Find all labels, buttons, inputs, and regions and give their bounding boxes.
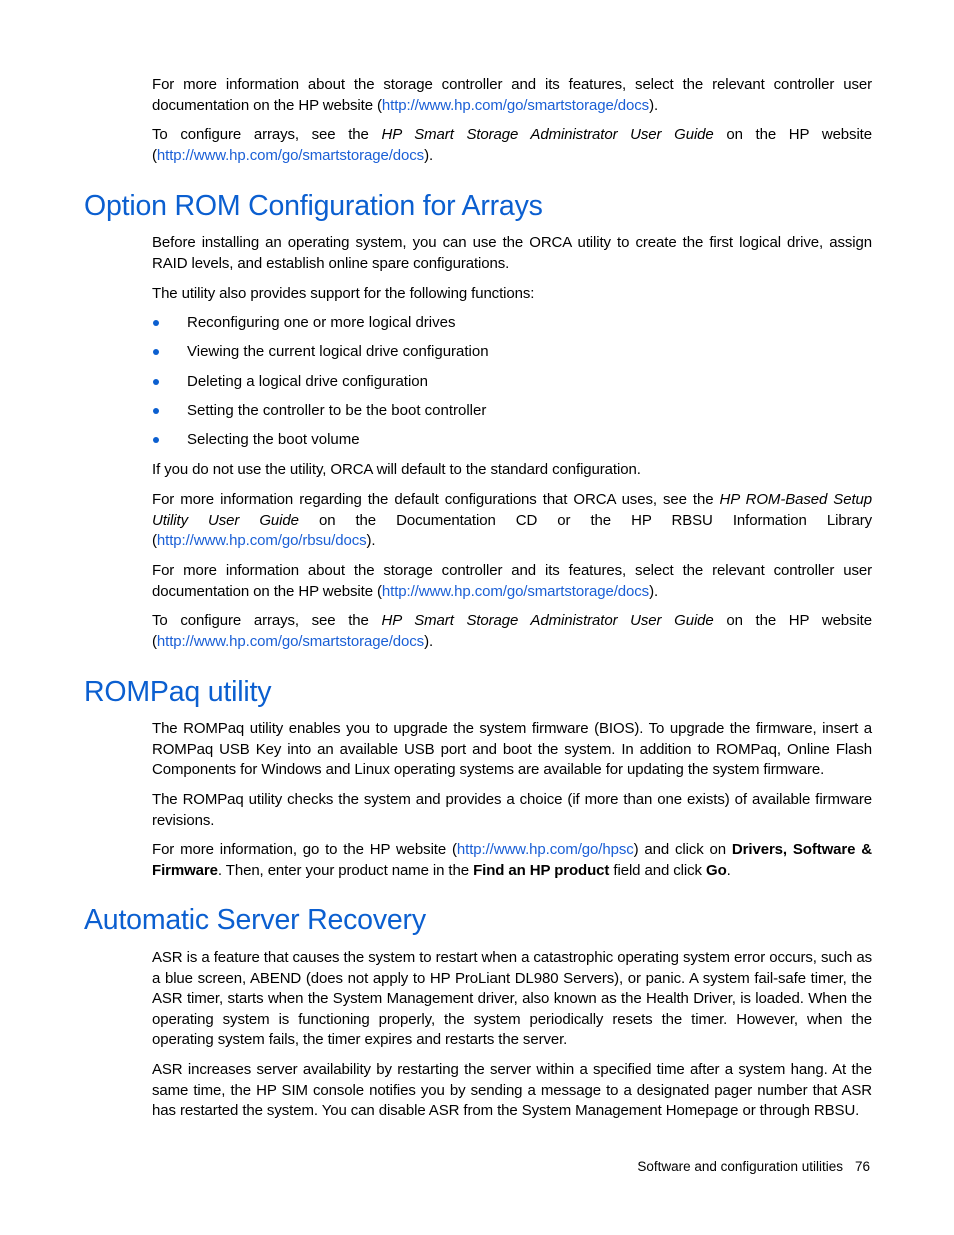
text-run: For more information, go to the HP website ( [152,841,457,858]
ui-label-drivers: Drivers, Software & Firmware [152,841,873,879]
text-run: To configure arrays, see the [152,612,382,629]
bullet-icon [153,437,159,443]
asr-availability-paragraph: ASR increases server availability by restarting the server within a specified time after a system hang. At the same time, the HP SIM console notifies you by sending a message to a designated pager number that ASR has restarted the system. You can disable ASR from the System Management Homepage or through RBSU. [152,1061,872,1119]
rbsu-docs-link[interactable]: http://www.hp.com/go/rbsu/docs [156,532,367,549]
text-run: ). [424,146,434,164]
text-run: ). [649,582,659,600]
hpsc-link[interactable]: http://www.hp.com/go/hpsc [456,841,634,858]
text-run: To configure arrays, see the [152,126,382,143]
text-run: ). [366,532,376,549]
bullet-icon [153,320,159,326]
text-run: For more information about the storage controller and its features, select the relevant controller user documentation on the HP website ( [152,76,872,114]
orca-configure-arrays-paragraph [152,611,872,652]
text-run: on the Documentation CD or the HP RBSU Information Library ( [152,511,872,549]
section-heading-rompaq: ROMPaq utility [84,676,272,708]
text-run: ). [649,96,659,114]
bullet-icon [153,349,159,355]
list-item-text: Selecting the boot volume [187,431,360,449]
guide-title: HP ROM-Based Setup Utility User Guide [152,491,872,529]
page-number: 76 [854,1159,870,1174]
orca-storage-docs-paragraph [152,561,872,602]
intro-paragraph-configure-arrays [152,125,872,166]
list-item-text: Setting the controller to be the boot controller [187,401,487,419]
text-run: on the HP website ( [152,126,872,164]
guide-title: HP Smart Storage Administrator User Guide [381,612,714,629]
bullet-icon [153,408,159,414]
list-item [152,430,872,459]
smartstorage-docs-link[interactable]: http://www.hp.com/go/smartstorage/docs [156,632,425,650]
orca-functions-lead: The utility also provides support for the following functions: [152,285,535,302]
section-heading-orca: Option ROM Configuration for Arrays [84,190,543,222]
orca-functions-list [152,313,872,459]
text-run: . Then, enter your product name in the [217,861,474,879]
list-item [152,401,872,430]
page-footer [637,1158,870,1176]
text-run: ). [424,632,434,650]
section-heading-asr: Automatic Server Recovery [84,904,426,936]
ui-label-go: Go [706,861,727,879]
bullet-icon [153,379,159,385]
rompaq-intro-paragraph: The ROMPaq utility enables you to upgrade the system firmware (BIOS). To upgrade the firmware, insert a ROMPaq USB Key into an available USB port and boot the system. In addition to ROMPaq, Online Flash Components for Windows and Linux operating systems are available for updating the system firmware. [152,720,872,778]
list-item-text: Reconfiguring one or more logical drives [187,314,456,331]
list-item [152,372,872,401]
rompaq-more-info-paragraph [152,840,872,881]
text-run: For more information about the storage controller and its features, select the relevant controller user documentation on the HP website ( [152,562,872,600]
orca-rbsu-paragraph [152,490,872,552]
text-run: . [726,861,731,879]
text-run: For more information regarding the default configurations that ORCA uses, see the [152,491,720,508]
list-item [152,313,872,342]
text-run: ) and click on [633,841,732,858]
smartstorage-docs-link[interactable]: http://www.hp.com/go/smartstorage/docs [156,146,425,164]
list-item [152,342,872,371]
rompaq-checks-paragraph: The ROMPaq utility checks the system and provides a choice (if more than one exists) of available firmware revisions. [152,791,872,829]
ui-label-find-product: Find an HP product [473,861,610,879]
orca-default-paragraph: If you do not use the utility, ORCA will default to the standard configuration. [152,461,641,478]
smartstorage-docs-link[interactable]: http://www.hp.com/go/smartstorage/docs [381,582,650,600]
footer-section-title: Software and configuration utilities [637,1159,843,1174]
list-item-text: Viewing the current logical drive configuration [187,343,489,361]
intro-paragraph-storage-docs [152,75,872,116]
asr-intro-paragraph: ASR is a feature that causes the system to restart when a catastrophic operating system error occurs, such as a blue screen, ABEND (does not apply to HP ProLiant DL980 Servers), or panic. A system fail-safe timer, the ASR timer, starts when the System Management driver, also known as the Health Driver, is loaded. When the operating system is functioning properly, the system periodically resets the timer. However, when the operating system fails, the timer expires and restarts the server. [152,949,872,1048]
orca-intro-paragraph: Before installing an operating system, you can use the ORCA utility to create the first logical drive, assign RAID levels, and establish online spare configurations. [152,234,872,272]
guide-title: HP Smart Storage Administrator User Guide [381,126,714,143]
text-run: field and click [609,861,707,879]
smartstorage-docs-link[interactable]: http://www.hp.com/go/smartstorage/docs [381,96,650,114]
text-run: on the HP website ( [152,612,872,650]
list-item-text: Deleting a logical drive configuration [187,372,428,390]
